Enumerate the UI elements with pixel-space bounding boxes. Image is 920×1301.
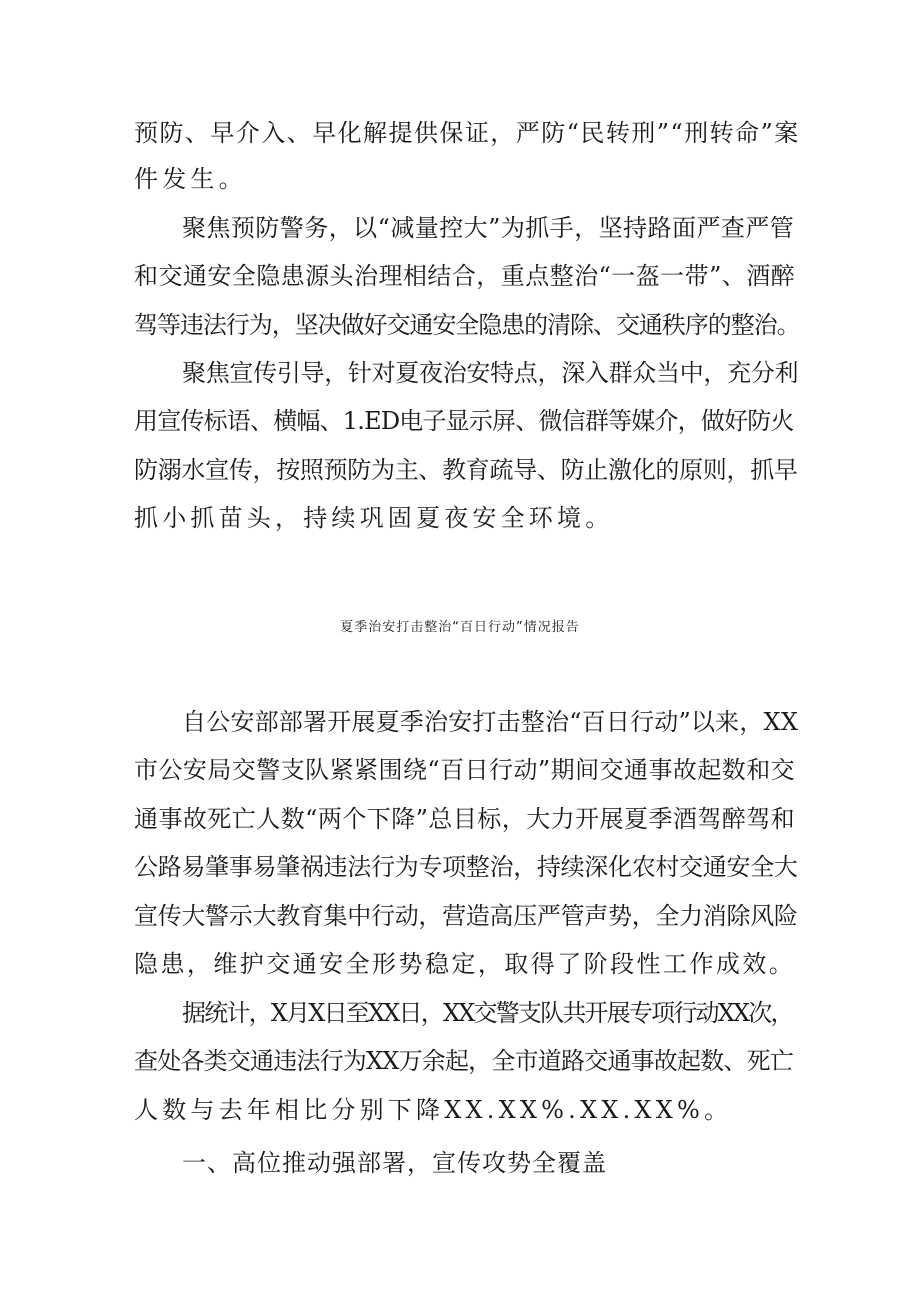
body-text-line: 公路易肇事易肇祸违法行为专项整治，持续深化农村交通安全大 (134, 853, 798, 881)
body-text-line: 预防、早介入、早化解提供保证，严防“民转刑”“刑转命”案 (134, 119, 800, 147)
body-text-line: 宣传大警示大教育集中行动，营造高压严管声势，全力消除风险 (134, 902, 798, 930)
body-text-line: 抓小抓苗头，持续巩固夏夜安全环境。 (134, 504, 614, 532)
body-text-line: 据统计，X月X日至XX日，XX交警支队共开展专项行动XX次， (182, 999, 793, 1027)
report-title: 夏季治安打击整治“百日行动”情况报告 (340, 620, 580, 635)
body-text-line: 用宣传标语、横幅、1.ED电子显示屏、微信群等媒介，做好防火 (134, 407, 794, 435)
body-text-line: 聚焦预防警务，以“减量控大”为抓手，坚持路面严查严管 (182, 214, 795, 242)
body-text-line: 防溺水宣传，按照预防为主、教育疏导、防止激化的原则，抓早 (134, 456, 798, 484)
body-text-line: 市公安局交警支队紧紧围绕“百日行动”期间交通事故起数和交 (134, 756, 796, 784)
body-text-line: 和交通安全隐患源头治理相结合，重点整治“一盔一带”、酒醉 (134, 262, 796, 290)
body-text-line: 通事故死亡人数“两个下降”总目标，大力开展夏季酒驾醉驾和 (134, 805, 796, 833)
body-text-line: 查处各类交通违法行为XX万余起，全市道路交通事故起数、死亡 (134, 1047, 793, 1075)
body-text-line: 自公安部部署开展夏季治安打击整治“百日行动”以来，XX (182, 708, 799, 736)
body-text-line: 件发生。 (134, 165, 247, 193)
section-heading: 一、高位推动强部署，宣传攻势全覆盖 (182, 1149, 607, 1177)
body-text-line: 隐患，维护交通安全形势稳定，取得了阶段性工作成效。 (134, 950, 796, 978)
body-text-line: 人数与去年相比分别下降XX.XX%.XX.XX%。 (134, 1096, 733, 1124)
body-text-line: 聚焦宣传引导，针对夏夜治安特点，深入群众当中，充分利 (182, 359, 799, 387)
body-text-line: 驾等违法行为，坚决做好交通安全隐患的清除、交通秩序的整治。 (134, 311, 800, 339)
